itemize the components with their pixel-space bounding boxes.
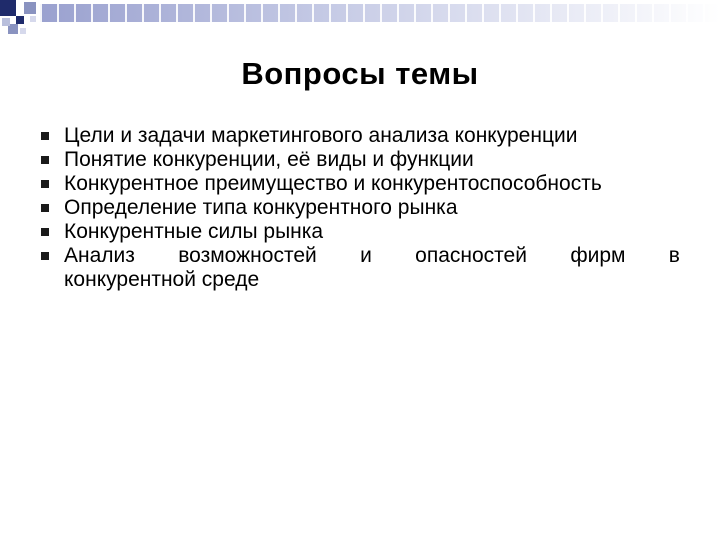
slide-title: [0, 56, 720, 92]
list-item-text-line2: конкурентной среде: [64, 268, 260, 291]
square-bullet-icon: [41, 132, 49, 140]
square-bullet-icon: [41, 180, 49, 188]
word: опасностей: [415, 244, 527, 267]
topic-list: [40, 124, 680, 292]
list-item-text: Конкурентное преимущество и конкурентоспособность: [64, 172, 602, 195]
square-bullet-icon: [41, 156, 49, 164]
list-item: [40, 148, 680, 172]
decor-square: [2, 18, 10, 26]
list-item: [40, 196, 680, 220]
list-item-text: Понятие конкуренции, её виды и функции: [64, 148, 474, 171]
slide-title-text: Вопросы темы: [241, 56, 479, 91]
list-item-text: Конкурентные силы рынка: [64, 220, 324, 243]
word: фирм: [570, 244, 626, 267]
word: возможностей: [178, 244, 317, 267]
word: и: [360, 244, 372, 267]
header-band-grid: [40, 4, 720, 22]
word: в: [668, 244, 680, 267]
decor-square: [30, 16, 36, 22]
list-item-text: Цели и задачи маркетингового анализа конкуренции: [64, 124, 578, 147]
square-bullet-icon: [41, 204, 49, 212]
list-item: [40, 220, 680, 244]
list-item: [40, 124, 680, 148]
decor-square: [0, 0, 16, 16]
list-item-text: Определение типа конкурентного рынка: [64, 196, 458, 219]
list-item: [40, 244, 680, 292]
decor-square: [24, 2, 36, 14]
square-bullet-icon: [41, 228, 49, 236]
decor-square: [16, 16, 24, 24]
square-bullet-icon: [41, 252, 49, 260]
decor-square: [20, 28, 26, 34]
word: Анализ: [64, 244, 135, 267]
list-item-text-line1: [64, 244, 680, 268]
list-item: [40, 172, 680, 196]
